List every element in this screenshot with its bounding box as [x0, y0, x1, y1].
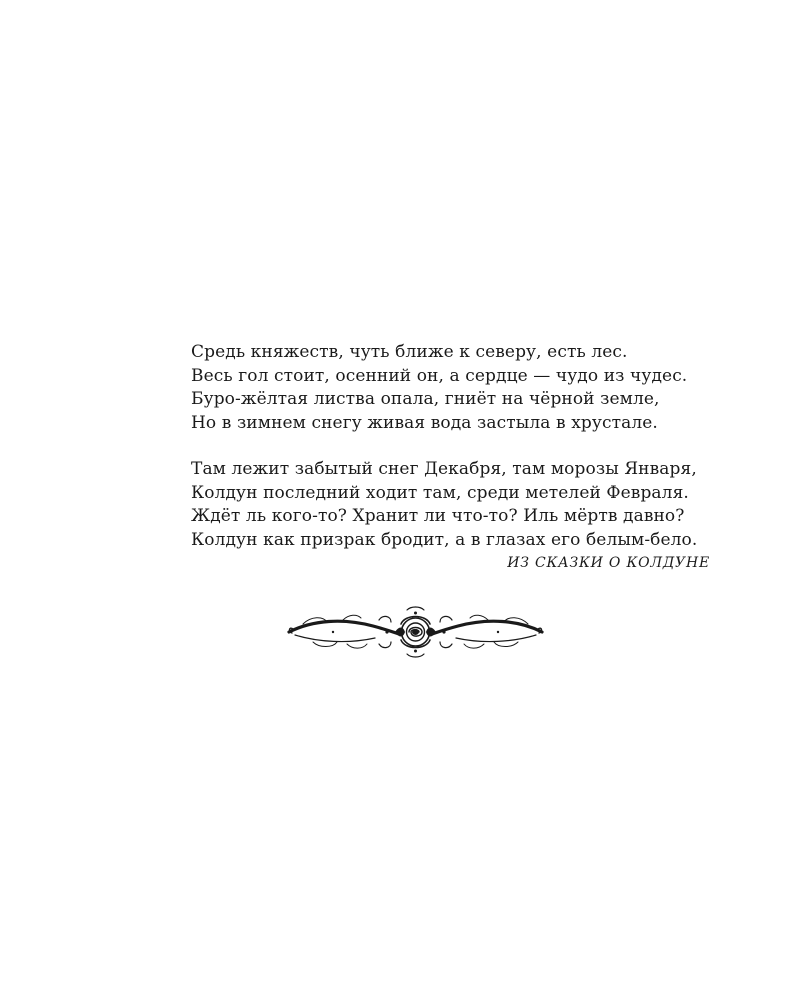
poem-line: Колдун как призрак бродит, а в глазах его белым-бело.	[191, 529, 698, 550]
poem-line: Колдун последний ходит там, среди метелей Февраля.	[191, 482, 689, 503]
poem-line: Но в зимнем снегу живая вода застыла в хрустале.	[191, 412, 658, 433]
poem-line: Ждёт ль кого-то? Хранит ли что-то? Иль мёртв давно?	[191, 506, 685, 526]
stanza-1	[191, 341, 751, 435]
poem-line: Буро-жёлтая листва опала, гниёт на чёрной земле,	[191, 389, 660, 409]
poem-line: Средь княжеств, чуть ближе к северу, есть лес.	[191, 342, 628, 362]
poem-attribution: ИЗ СКАЗКИ О КОЛДУНЕ	[507, 555, 710, 571]
floral-divider-icon	[283, 602, 548, 664]
poem-line: Там лежит забытый снег Декабря, там морозы Января,	[191, 459, 697, 479]
poem-line: Весь гол стоит, осенний он, а сердце — чудо из чудес.	[191, 365, 688, 386]
poem	[191, 341, 751, 552]
stanza-2	[191, 458, 751, 552]
